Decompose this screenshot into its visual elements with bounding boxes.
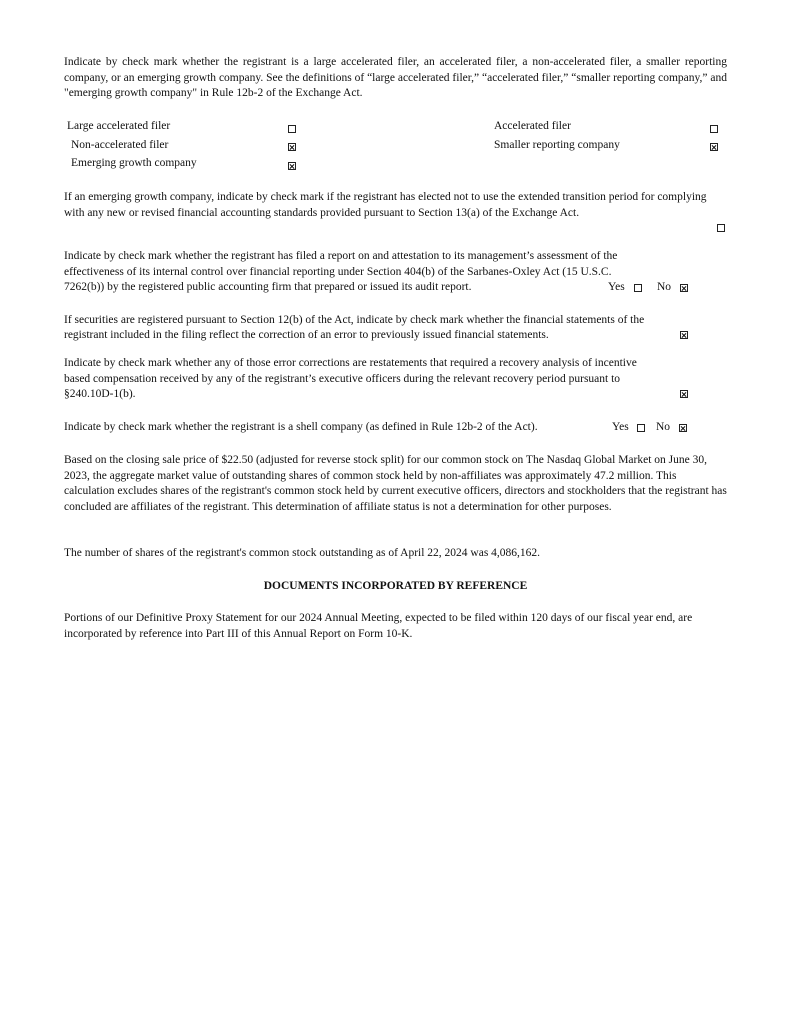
icfr-no-label: No xyxy=(657,281,672,293)
documents-incorporated-heading: DOCUMENTS INCORPORATED BY REFERENCE xyxy=(263,580,528,592)
checkbox-shell-yes[interactable] xyxy=(637,424,645,432)
icfr-attestation-line-2: effectiveness of its internal control over financial reporting under Section 404(b) of the Sarbanes-Oxley Act (15 U.S.C. xyxy=(64,266,612,278)
label-non-accelerated-filer: Non-accelerated filer xyxy=(71,139,169,151)
shell-company-text: Indicate by check mark whether the registrant is a shell company (as defined in Rule 12b-2 of the Act). xyxy=(64,421,538,433)
shell-no-label: No xyxy=(656,421,671,433)
documents-incorporated-paragraph: Portions of our Definitive Proxy Statement for our 2024 Annual Meeting, expected to be filed within 120 days of our fiscal year end, are incorporated by reference into Part III of this Annual Report on Form 10-K. xyxy=(64,612,693,640)
checkbox-non-accelerated-filer[interactable] xyxy=(288,143,296,151)
label-large-accelerated-filer: Large accelerated filer xyxy=(67,120,171,132)
icfr-attestation-line-1: Indicate by check mark whether the registrant has filed a report on and attestation to its management’s assessment of the xyxy=(64,250,618,262)
recovery-analysis-line-2: based compensation received by any of the registrant’s executive officers during the relevant recovery period pursuant to xyxy=(64,373,621,385)
icfr-attestation-line-3: 7262(b)) by the registered public accounting firm that prepared or issued its audit report. xyxy=(64,281,472,293)
error-correction-line-2: registrant included in the filing reflect the correction of an error to previously issued financial statements. xyxy=(64,329,549,341)
checkbox-emerging-growth-company[interactable] xyxy=(288,162,296,170)
icfr-yes-label: Yes xyxy=(608,281,625,293)
checkbox-recovery-analysis[interactable] xyxy=(680,390,688,398)
checkbox-shell-no[interactable] xyxy=(679,424,687,432)
recovery-analysis-line-3: §240.10D-1(b). xyxy=(64,388,136,400)
checkbox-large-accelerated-filer[interactable] xyxy=(288,125,296,133)
checkbox-icfr-yes[interactable] xyxy=(634,284,642,292)
label-smaller-reporting-company: Smaller reporting company xyxy=(494,139,620,151)
shares-outstanding-paragraph: The number of shares of the registrant's common stock outstanding as of April 22, 2024 was 4,086,162. xyxy=(64,547,541,559)
filer-status-intro: Indicate by check mark whether the registrant is a large accelerated filer, an accelerated filer, a non-accelerated filer, a smaller reporting company, or an emerging growth company. See the definitions of “large accelerated filer,” “accelerated filer,” “smaller reporting company,” and "emerging growth company" in Rule 12b-2 of the Exchange Act. xyxy=(64,56,727,99)
checkbox-accelerated-filer[interactable] xyxy=(710,125,718,133)
checkbox-smaller-reporting-company[interactable] xyxy=(710,143,718,151)
recovery-analysis-line-1: Indicate by check mark whether any of those error corrections are restatements that required a recovery analysis of incentive xyxy=(64,357,637,369)
checkbox-icfr-no[interactable] xyxy=(680,284,688,292)
checkbox-emerging-growth-transition[interactable] xyxy=(717,224,725,232)
label-accelerated-filer: Accelerated filer xyxy=(494,120,571,132)
market-value-paragraph: Based on the closing sale price of $22.50 (adjusted for reverse stock split) for our common stock on The Nasdaq Global Market on June 30, 2023, the aggregate market value of outstanding shares of common stock held by non-affiliates was approximately 47.2 million. This calculation excludes shares of the registrant's common stock held by current executive officers, directors and stockholders that the registrant has concluded are affiliates of the registrant. This determination of affiliate status is not a determination for other purposes. xyxy=(64,454,727,513)
shell-yes-label: Yes xyxy=(612,421,629,433)
checkbox-error-correction[interactable] xyxy=(680,331,688,339)
error-correction-line-1: If securities are registered pursuant to Section 12(b) of the Act, indicate by check mark whether the financial statements of the xyxy=(64,314,645,326)
emerging-growth-transition-text: If an emerging growth company, indicate by check mark if the registrant has elected not to use the extended transition period for complying with any new or revised financial accounting standards provided pursuant to Section 13(a) of the Exchange Act. xyxy=(64,191,707,219)
label-emerging-growth-company: Emerging growth company xyxy=(71,157,197,169)
